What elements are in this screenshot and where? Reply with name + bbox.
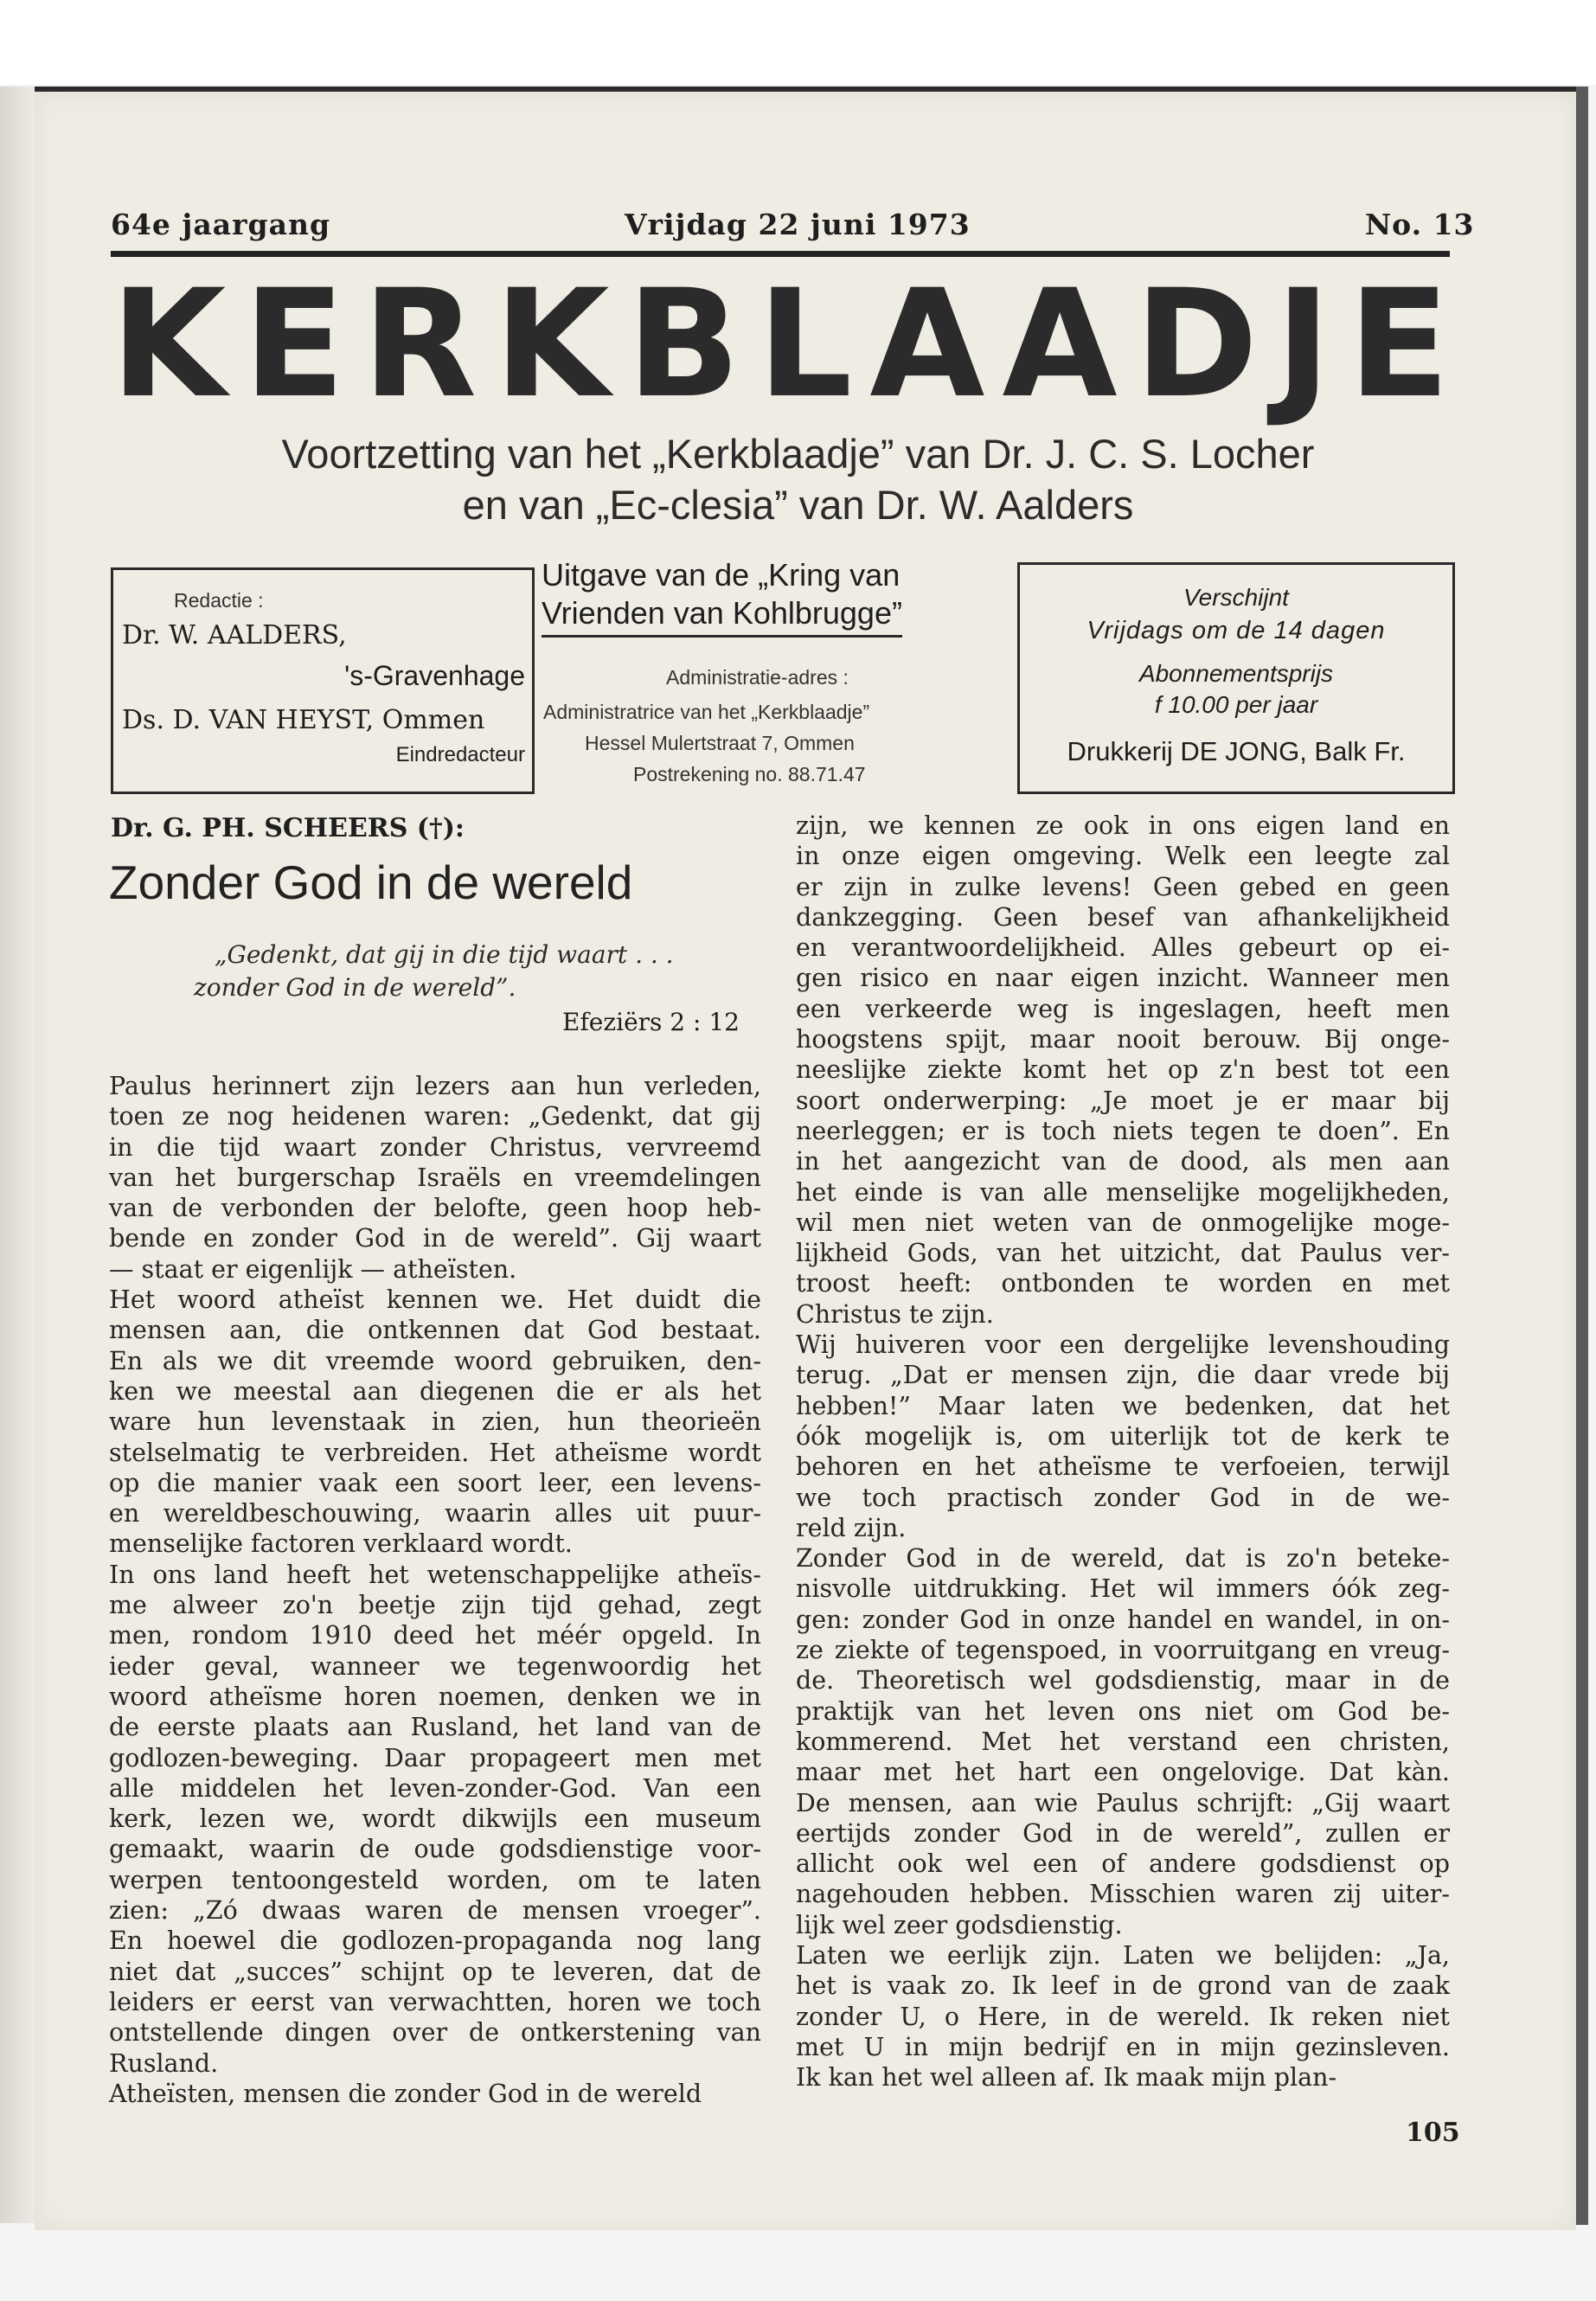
subtitle-line-2: en van „Ec-clesia” van Dr. W. Aalders — [462, 482, 1134, 528]
text-line: soort onderwerping: „Je moet je er maar bij — [796, 1086, 1450, 1115]
admin-label: Administratie-adres : — [666, 666, 849, 689]
frequency-value: Vrijdags om de 14 dagen — [1086, 617, 1386, 644]
text-line: Atheïsten, mensen die zonder God in de wereld — [109, 2079, 702, 2108]
article-title: Zonder God in de wereld — [109, 856, 633, 909]
masthead-letter: B — [626, 257, 740, 431]
masthead-letter: K — [494, 257, 610, 431]
header-rule — [111, 251, 1450, 257]
page-number: 105 — [1406, 2118, 1460, 2148]
text-line: lijkheid Gods, van het uitzicht, dat Paulus ver- — [796, 1239, 1450, 1268]
text-line: ze ziekte of tegenspoed, in voorruitgang en vreug- — [796, 1636, 1450, 1665]
masthead-letter: E — [243, 257, 345, 431]
text-line: kerk, lezen we, wordt dikwijls een museum — [109, 1804, 761, 1834]
article-column-right — [796, 811, 1450, 2093]
text-line: we toch practisch zonder God in de we- — [796, 1483, 1450, 1512]
text-line: neerleggen; er is toch niets tegen te doen”. En — [796, 1116, 1450, 1145]
text-line: de. Theoretisch wel godsdienstig, maar in de — [796, 1666, 1450, 1695]
text-line: het is vaak zo. Ik leef in de grond van de zaak — [796, 1971, 1450, 2001]
text-line: wil men niet weten van de onmogelijke moge- — [796, 1208, 1450, 1237]
text-line: lijk wel zeer godsdienstig. — [796, 1910, 1123, 1939]
text-line: ken we meestal aan diegenen die er als het — [109, 1376, 761, 1406]
publisher-line-2: Vrienden van Kohlbrugge” — [542, 595, 902, 638]
text-line: gemaakt, waarin de oude godsdienstige voor- — [109, 1835, 761, 1864]
text-line: leiders er eerst van verwachtten, horen we toch — [109, 1987, 761, 2016]
text-line: óók mogelijk is, om uiterlijk tot de kerk te — [796, 1421, 1450, 1451]
subscription-label: Abonnementsprijs — [1138, 660, 1334, 687]
text-line: mensen aan, die ontkennen dat God bestaat. — [109, 1316, 761, 1345]
epigraph-reference: Efeziërs 2 : 12 — [562, 1008, 740, 1036]
frequency-label: Verschijnt — [1183, 584, 1289, 611]
text-line: ontstellende dingen over de ontkerstening van — [109, 2018, 761, 2048]
text-line: eertijds zonder God in de wereld”, zullen er — [796, 1818, 1450, 1848]
text-line: troost heeft: ontbonden te worden en met — [796, 1269, 1450, 1298]
text-line: kommerend. Met het verstand een christen, — [796, 1727, 1450, 1756]
text-line: gen: zonder God in onze handel en wandel, in on- — [796, 1605, 1450, 1634]
text-line: neeslijke ziekte komt het op z'n best tot een — [796, 1055, 1450, 1085]
admin-line-1: Administratrice van het „Kerkblaadje” — [543, 701, 870, 723]
masthead-letter: A — [869, 257, 985, 431]
text-line: stelselmatig te verbreiden. Het atheïsme wordt — [109, 1438, 761, 1467]
text-line: niet dat „succes” schijnt op te leveren, dat de — [109, 1957, 761, 1986]
text-line: menselijke factoren verklaard wordt. — [109, 1529, 573, 1559]
text-line: er zijn in zulke levens! Geen gebed en geen — [796, 872, 1450, 901]
text-line: hoogstens spijt, maar nooit berouw. Bij onge- — [796, 1025, 1450, 1054]
text-line: toen ze nog heidenen waren: „Gedenkt, dat gij — [109, 1102, 761, 1131]
text-line: In ons land heeft het wetenschappelijke atheïs- — [109, 1560, 761, 1589]
subscription-price: f 10.00 per jaar — [1154, 691, 1318, 718]
text-line: nisvolle uitdrukking. Het wil immers óók zeg- — [796, 1574, 1450, 1604]
text-line: terug. „Dat er mensen zijn, die daar vrede bij — [796, 1361, 1450, 1390]
text-line: woord atheïsme horen noemen, denken we in — [109, 1682, 761, 1711]
text-line: — staat er eigenlijk — atheïsten. — [109, 1254, 517, 1284]
publisher-line-1: Uitgave van de „Kring van — [542, 557, 901, 593]
redactie-label: Redactie : — [174, 589, 264, 612]
text-line: Wij huiveren voor een dergelijke levenshouding — [796, 1330, 1450, 1360]
text-line: me alweer zo'n beetje zijn tijd gehad, zegt — [109, 1591, 761, 1620]
article-column-left — [109, 1071, 761, 2109]
editor-1: Dr. W. AALDERS, — [122, 620, 347, 651]
text-line: En als we dit vreemde woord gebruiken, den- — [109, 1346, 761, 1375]
page-right-edge — [1576, 87, 1588, 2225]
text-line: Paulus herinnert zijn lezers aan hun verleden, — [109, 1072, 761, 1100]
text-line: En hoewel die godlozen-propaganda nog lang — [109, 1926, 761, 1956]
text-line: hebben!” Maar laten we bedenken, dat het — [796, 1391, 1450, 1420]
editor-2-role: Eindredacteur — [395, 743, 525, 766]
text-line: gen risico en naar eigen inzicht. Wanneer men — [796, 964, 1450, 993]
text-line: in onze eigen omgeving. Welk een leegte zal — [796, 842, 1450, 871]
text-line: nagehouden hebben. Misschien waren zij uiter- — [796, 1880, 1450, 1909]
volume-label: 64e jaargang — [111, 208, 331, 241]
editor-1-city: 's-Gravenhage — [344, 660, 525, 691]
text-line: Ik kan het wel alleen af. Ik maak mijn plan- — [796, 2063, 1337, 2093]
text-line: werpen tentoongesteld worden, om te laten — [109, 1865, 761, 1894]
text-line: van de verbonden der belofte, geen hoop heb- — [109, 1194, 761, 1223]
redactie-box — [111, 567, 535, 794]
text-line: Rusland. — [109, 2048, 219, 2078]
text-line: godlozen-beweging. Daar propageert men met — [109, 1743, 761, 1772]
text-line: De mensen, aan wie Paulus schrijft: „Gij waart — [796, 1788, 1450, 1817]
text-line: alle middelen het leven-zonder-God. Van een — [109, 1773, 761, 1803]
admin-line-3: Postrekening no. 88.71.47 — [633, 763, 866, 785]
text-line: in die tijd waart zonder Christus, vervreemd — [109, 1132, 761, 1162]
masthead-letter: K — [111, 257, 227, 431]
masthead-title — [111, 257, 1450, 431]
masthead-letter: L — [757, 257, 853, 431]
text-line: zonder U, o Here, in de wereld. Ik reken niet — [796, 2002, 1450, 2031]
text-line: ware hun levenstaak in zien, hun theorieën — [109, 1407, 761, 1437]
masthead-letter: E — [1348, 257, 1450, 431]
text-line: praktijk van het leven ons niet om God be- — [796, 1696, 1450, 1726]
text-line: met U in mijn bedrijf en in mijn gezinsleven. — [796, 2032, 1450, 2061]
text-line: men, rondom 1910 deed het méér opgeld. In — [109, 1621, 761, 1650]
printer-name: Drukkerij DE JONG, Balk Fr. — [1067, 736, 1406, 766]
masthead-letter: R — [362, 257, 478, 431]
text-line: maar met het hart een ongelovige. Dat kàn. — [796, 1758, 1450, 1787]
text-line: zijn, we kennen ze ook in ons eigen land en — [796, 811, 1450, 840]
text-line: zien: „Zó dwaas waren de mensen vroeger”. — [109, 1896, 761, 1926]
editor-2: Ds. D. VAN HEYST, Ommen — [122, 705, 485, 735]
article-author: Dr. G. PH. SCHEERS (†): — [111, 813, 465, 843]
text-line: allicht ook wel een of andere godsdienst op — [796, 1849, 1450, 1879]
text-line: ieder geval, wanneer we tegenwoordig het — [109, 1651, 761, 1681]
text-line: het einde is van alle menselijke mogelijkheden, — [796, 1177, 1450, 1207]
masthead-letter: J — [1275, 257, 1331, 431]
text-line: een verkeerde weg is ingeslagen, heeft men — [796, 994, 1450, 1023]
epigraph-line-2: zonder God in de wereld”. — [194, 973, 516, 1002]
text-line: van het burgerschap Israëls en vreemdelingen — [109, 1163, 761, 1192]
subscription-box — [1017, 562, 1455, 794]
text-line: Zonder God in de wereld, dat is zo'n beteke- — [796, 1544, 1450, 1574]
issue-number: No. 13 — [1365, 208, 1475, 241]
text-line: op die manier vaak een soort leer, een levens- — [109, 1468, 761, 1497]
masthead-letter: D — [1134, 257, 1259, 431]
masthead-letter: A — [1002, 257, 1118, 431]
text-line: bende en zonder God in de wereld”. Gij waart — [109, 1224, 761, 1253]
text-line: in het aangezicht van de dood, als men aan — [796, 1147, 1450, 1176]
text-line: de eerste plaats aan Rusland, het land van de — [109, 1713, 761, 1742]
subtitle-line-1: Voortzetting van het „Kerkblaadje” van Dr. J. C. S. Locher — [281, 431, 1315, 477]
text-line: behoren en het atheïsme te verfoeien, terwijl — [796, 1452, 1450, 1482]
admin-line-2: Hessel Mulertstraat 7, Ommen — [585, 732, 855, 754]
binding-spine — [0, 87, 35, 2223]
text-line: en wereldbeschouwing, waarin alles uit puur- — [109, 1499, 761, 1529]
text-line: Het woord atheïst kennen we. Het duidt die — [109, 1285, 761, 1315]
text-line: reld zijn. — [796, 1513, 907, 1542]
text-line: dankzegging. Geen besef van afhankelijkheid — [796, 902, 1450, 932]
text-line: Christus te zijn. — [796, 1299, 994, 1329]
text-line: en verantwoordelijkheid. Alles gebeurt op ei- — [796, 933, 1450, 963]
issue-date: Vrijdag 22 juni 1973 — [625, 208, 971, 241]
epigraph-line-1: „Gedenkt, dat gij in die tijd waart . . . — [215, 940, 674, 969]
scan-top-band — [0, 0, 1596, 85]
text-line: Laten we eerlijk zijn. Laten we belijden: „Ja, — [796, 1940, 1450, 1970]
